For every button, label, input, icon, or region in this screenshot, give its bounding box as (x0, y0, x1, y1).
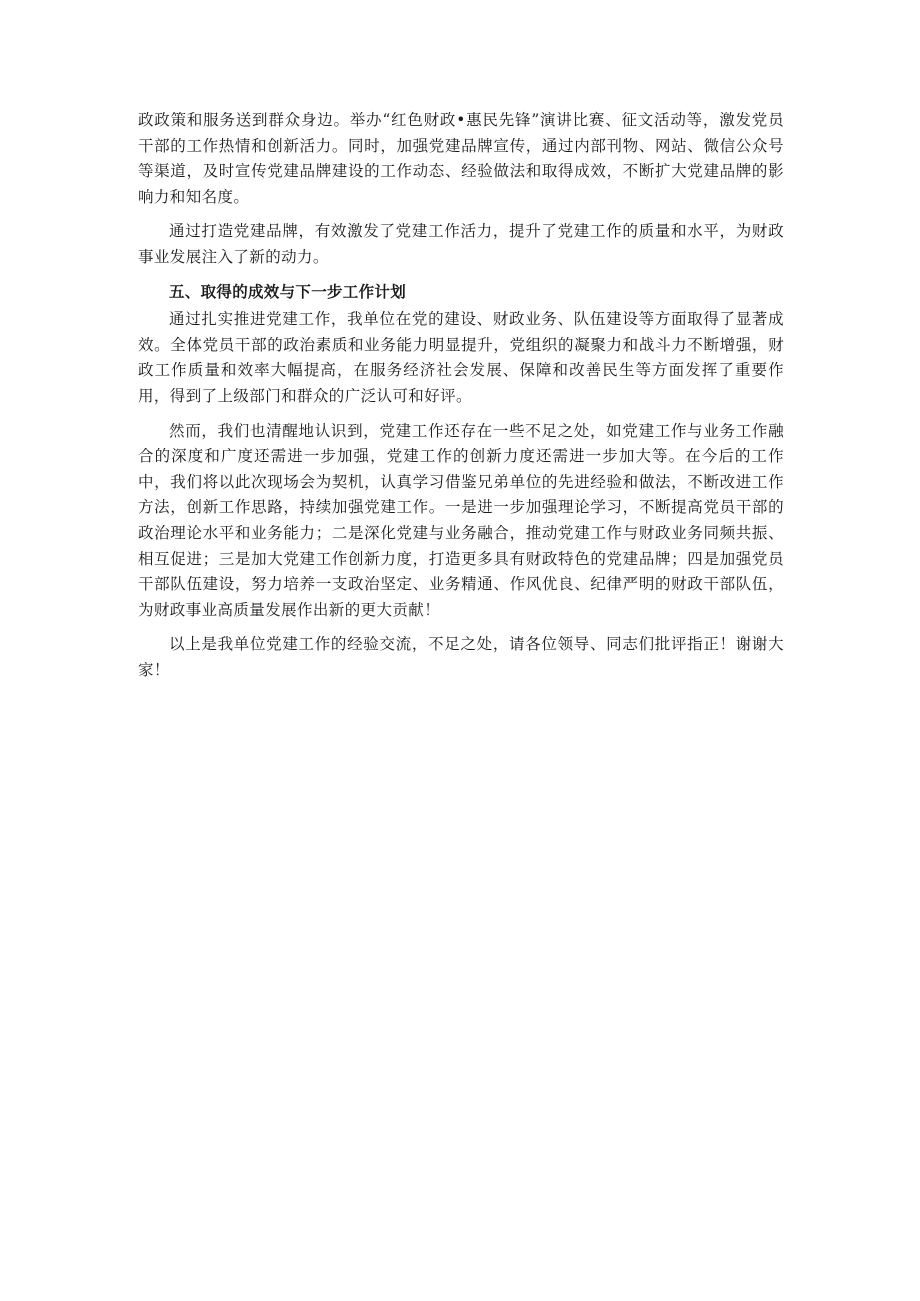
paragraph-achievements: 通过扎实推进党建工作，我单位在党的建设、财政业务、队伍建设等方面取得了显著成效。全体党员干部的政治素质和业务能力明显提升，党组织的凝聚力和战斗力不断增强，财政工作质量和效率大幅提高，在服务经济社会发展、保障和改善民生等方面发挥了重要作用，得到了上级部门和群众的广泛认可和好评。 (138, 310, 784, 405)
section-heading-5: 五、取得的成效与下一步工作计划 (169, 282, 407, 301)
paragraph-brand-summary: 通过打造党建品牌，有效激发了党建工作活力，提升了党建工作的质量和水平，为财政事业发展注入了新的动力。 (138, 222, 784, 266)
paragraph-closing: 以上是我单位党建工作的经验交流，不足之处，请各位领导、同志们批评指正！谢谢大家！ (138, 635, 784, 679)
paragraph-shortcomings-plan: 然而，我们也清醒地认识到，党建工作还存在一些不足之处，如党建工作与业务工作融合的深度和广度还需进一步加强，党建工作的创新力度还需进一步加大等。在今后的工作中，我们将以此次现场会为契机，认真学习借鉴兄弟单位的先进经验和做法，不断改进工作方法，创新工作思路，持续加强党建工作。一是进一步加强理论学习，不断提高党员干部的政治理论水平和业务能力；二是深化党建与业务融合，推动党建工作与财政业务同频共振、相互促进；三是加大党建工作创新力度，打造更多具有财政特色的党建品牌；四是加强党员干部队伍建设，努力培养一支政治坚定、业务精通、作风优良、纪律严明的财政干部队伍，为财政事业高质量发展作出新的更大贡献！ (138, 421, 784, 619)
document-page (138, 108, 784, 692)
paragraph-continuation: 政政策和服务送到群众身边。举办“红色财政•惠民先锋”演讲比赛、征文活动等，激发党员干部的工作热情和创新活力。同时，加强党建品牌宣传，通过内部刊物、网站、微信公众号等渠道，及时宣传党建品牌建设的工作动态、经验做法和取得成效，不断扩大党建品牌的影响力和知名度。 (138, 111, 784, 206)
